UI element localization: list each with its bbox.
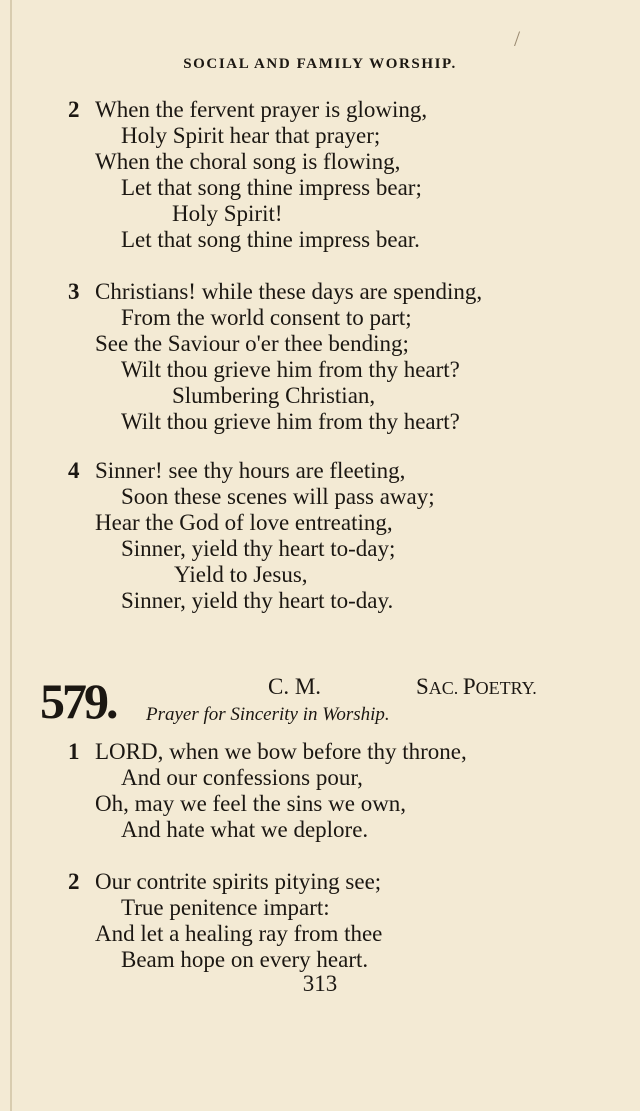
verse-line [0,947,640,973]
verse-line [0,305,640,331]
verse-line [0,765,640,791]
verse-line [0,739,640,765]
verse-text: Sinner! see thy hours are fleeting, [95,458,406,483]
stanza-prev-4 [0,458,640,614]
verse-text: And our confessions pour, [121,765,363,790]
verse-text: Wilt thou grieve him from thy heart? [121,409,460,434]
verse-line [0,227,640,253]
verse-line [0,921,640,947]
verse-text: Yield to Jesus, [174,562,308,587]
hymn-source [416,674,537,700]
source-initial-s: S [416,674,429,699]
verse-line [0,458,640,484]
verse-text: Beam hope on every heart. [121,947,369,972]
verse-line [0,562,640,588]
verse-text: True penitence impart: [121,895,330,920]
verse-text: Holy Spirit hear that prayer; [121,123,381,148]
verse-line [0,588,640,614]
stanza-number: 2 [68,97,80,122]
verse-text: Holy Spirit! [172,201,283,226]
hymn-subtitle: Prayer for Sincerity in Worship. [146,704,390,725]
verse-text: When the fervent prayer is glowing, [95,97,428,122]
verse-line [0,869,640,895]
source-small-caps-1: AC. [428,678,463,698]
stanza-number: 2 [68,869,80,894]
verse-text: Soon these scenes will pass away; [121,484,435,509]
verse-line [0,331,640,357]
verse-text: And let a healing ray from thee [95,921,383,946]
verse-line [0,123,640,149]
verse-line [0,357,640,383]
source-small-caps-2: OETRY. [475,678,537,698]
verse-line [0,536,640,562]
verse-text: Oh, may we feel the sins we own, [95,791,407,816]
verse-line [0,817,640,843]
verse-line [0,510,640,536]
verse-text: Sinner, yield thy heart to-day. [121,588,394,613]
verse-text: Slumbering Christian, [172,383,376,408]
verse-line [0,149,640,175]
hymn-number: 579. [40,673,116,729]
stanza-prev-3 [0,279,640,435]
verse-text: Let that song thine impress bear; [121,175,422,200]
verse-text: Our contrite spirits pitying see; [95,869,382,894]
verse-line [0,279,640,305]
stanza-prev-2 [0,97,640,253]
verse-text: And hate what we deplore. [121,817,369,842]
verse-text: When the choral song is flowing, [95,149,401,174]
stanza-579-1 [0,739,640,843]
page-number: 313 [302,971,338,996]
verse-line [0,484,640,510]
verse-text: Christians! while these days are spending, [95,279,483,304]
hymn-meter: C. M. [268,674,322,699]
verse-line [0,409,640,435]
stanza-579-2 [0,869,640,973]
running-header: SOCIAL AND FAMILY WORSHIP. [183,56,457,72]
corner-pencil-mark: / [514,26,521,51]
verse-line [0,175,640,201]
verse-text: See the Saviour o'er thee bending; [95,331,409,356]
verse-text: From the world consent to part; [121,305,412,330]
stanza-number: 1 [68,739,80,764]
verse-text: LORD, when we bow before thy throne, [95,739,467,764]
verse-line [0,201,640,227]
verse-line [0,895,640,921]
stanza-number: 3 [68,279,80,304]
verse-text: Hear the God of love entreating, [95,510,393,535]
verse-line [0,97,640,123]
verse-text: Let that song thine impress bear. [121,227,420,252]
source-initial-p: P [462,674,476,699]
verse-text: Wilt thou grieve him from thy heart? [121,357,460,382]
verse-line [0,791,640,817]
stanza-number: 4 [68,458,80,483]
verse-text: Sinner, yield thy heart to-day; [121,536,396,561]
verse-line [0,383,640,409]
